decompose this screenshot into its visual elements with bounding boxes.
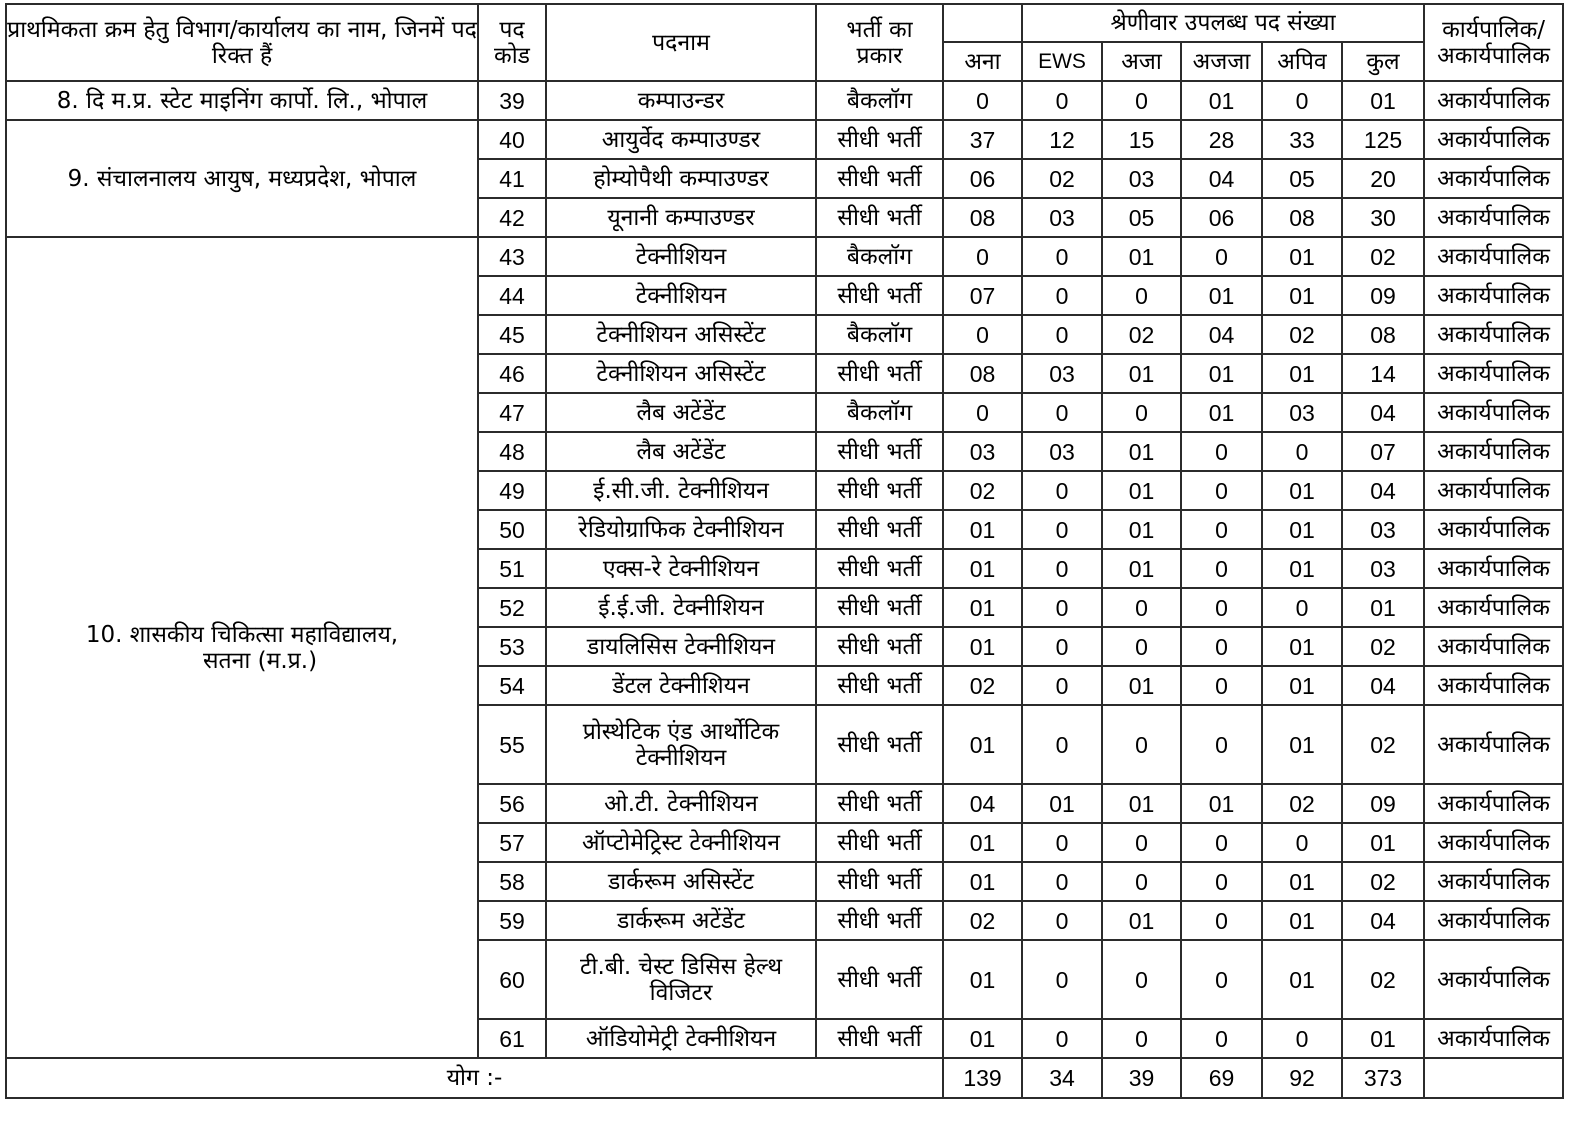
count-kul-cell: 09 — [1342, 784, 1424, 823]
count-aja-cell: 01 — [1102, 901, 1181, 940]
count-ana-cell: 04 — [943, 784, 1022, 823]
count-ews-cell: 0 — [1022, 471, 1102, 510]
count-aja-cell: 01 — [1102, 237, 1181, 276]
count-ews-cell: 02 — [1022, 159, 1102, 198]
post-code-cell: 54 — [478, 666, 546, 705]
post-name-cell: टी.बी. चेस्ट डिसिस हेल्थ विजिटर — [546, 940, 816, 1019]
count-ajja-cell: 0 — [1181, 901, 1262, 940]
header-post: पदनाम — [546, 4, 816, 81]
count-apiv-cell: 03 — [1262, 393, 1342, 432]
count-kul-cell: 09 — [1342, 276, 1424, 315]
post-code-cell: 42 — [478, 198, 546, 237]
post-name-cell: ऑडियोमेट्री टेक्नीशियन — [546, 1019, 816, 1058]
count-ews-cell: 03 — [1022, 432, 1102, 471]
count-ana-cell: 03 — [943, 432, 1022, 471]
count-apiv-cell: 0 — [1262, 588, 1342, 627]
count-kul-cell: 01 — [1342, 81, 1424, 120]
count-ajja-cell: 01 — [1181, 354, 1262, 393]
total-kul-cell: 373 — [1342, 1058, 1424, 1098]
count-apiv-cell: 02 — [1262, 315, 1342, 354]
count-ews-cell: 0 — [1022, 588, 1102, 627]
count-apiv-cell: 01 — [1262, 237, 1342, 276]
count-ews-cell: 0 — [1022, 549, 1102, 588]
count-kul-cell: 04 — [1342, 901, 1424, 940]
total-label: योग :- — [6, 1058, 943, 1098]
status-cell: अकार्यपालिक — [1424, 862, 1563, 901]
count-ews-cell: 0 — [1022, 315, 1102, 354]
status-cell: अकार्यपालिक — [1424, 159, 1563, 198]
recruitment-type-cell: सीधी भर्ती — [816, 627, 943, 666]
recruitment-type-cell: सीधी भर्ती — [816, 784, 943, 823]
count-ana-cell: 01 — [943, 862, 1022, 901]
count-apiv-cell: 01 — [1262, 666, 1342, 705]
count-apiv-cell: 01 — [1262, 862, 1342, 901]
recruitment-type-cell: सीधी भर्ती — [816, 159, 943, 198]
count-kul-cell: 01 — [1342, 1019, 1424, 1058]
count-kul-cell: 02 — [1342, 862, 1424, 901]
count-ajja-cell: 01 — [1181, 393, 1262, 432]
count-kul-cell: 02 — [1342, 237, 1424, 276]
vacancy-table — [5, 3, 1564, 1099]
header-ana: अना — [943, 42, 1022, 81]
count-ajja-cell: 0 — [1181, 627, 1262, 666]
count-aja-cell: 0 — [1102, 393, 1181, 432]
count-ajja-cell: 0 — [1181, 1019, 1262, 1058]
header-aja: अजा — [1102, 42, 1181, 81]
post-name-cell: होम्योपैथी कम्पाउण्डर — [546, 159, 816, 198]
post-code-cell: 40 — [478, 120, 546, 159]
recruitment-type-cell: सीधी भर्ती — [816, 1019, 943, 1058]
post-code-cell: 61 — [478, 1019, 546, 1058]
count-apiv-cell: 08 — [1262, 198, 1342, 237]
recruitment-type-cell: सीधी भर्ती — [816, 705, 943, 784]
post-name-cell: लैब अटेंडेंट — [546, 432, 816, 471]
total-status-cell — [1424, 1058, 1563, 1098]
post-code-cell: 43 — [478, 237, 546, 276]
post-name-cell: ऑप्टोमेट्रिस्ट टेक्नीशियन — [546, 823, 816, 862]
count-ajja-cell: 0 — [1181, 705, 1262, 784]
count-ana-cell: 0 — [943, 393, 1022, 432]
post-code-cell: 39 — [478, 81, 546, 120]
count-aja-cell: 05 — [1102, 198, 1181, 237]
count-apiv-cell: 05 — [1262, 159, 1342, 198]
post-code-cell: 55 — [478, 705, 546, 784]
post-code-cell: 58 — [478, 862, 546, 901]
count-apiv-cell: 33 — [1262, 120, 1342, 159]
count-ana-cell: 08 — [943, 198, 1022, 237]
count-ajja-cell: 28 — [1181, 120, 1262, 159]
header-code: पद कोड — [478, 4, 546, 81]
count-aja-cell: 01 — [1102, 666, 1181, 705]
recruitment-type-cell: सीधी भर्ती — [816, 276, 943, 315]
count-aja-cell: 02 — [1102, 315, 1181, 354]
count-aja-cell: 0 — [1102, 705, 1181, 784]
count-ana-cell: 01 — [943, 627, 1022, 666]
status-cell: अकार्यपालिक — [1424, 705, 1563, 784]
count-ews-cell: 0 — [1022, 81, 1102, 120]
count-apiv-cell: 01 — [1262, 627, 1342, 666]
table-row — [6, 81, 1563, 120]
count-ajja-cell: 06 — [1181, 198, 1262, 237]
recruitment-type-cell: सीधी भर्ती — [816, 862, 943, 901]
count-aja-cell: 01 — [1102, 784, 1181, 823]
count-kul-cell: 20 — [1342, 159, 1424, 198]
count-ana-cell: 01 — [943, 1019, 1022, 1058]
count-ews-cell: 0 — [1022, 627, 1102, 666]
count-ews-cell: 0 — [1022, 901, 1102, 940]
count-ajja-cell: 0 — [1181, 432, 1262, 471]
count-ajja-cell: 0 — [1181, 549, 1262, 588]
recruitment-type-cell: सीधी भर्ती — [816, 198, 943, 237]
count-ajja-cell: 0 — [1181, 471, 1262, 510]
status-cell: अकार्यपालिक — [1424, 354, 1563, 393]
recruitment-type-cell: सीधी भर्ती — [816, 120, 943, 159]
status-cell: अकार्यपालिक — [1424, 276, 1563, 315]
count-kul-cell: 07 — [1342, 432, 1424, 471]
count-ana-cell: 01 — [943, 940, 1022, 1019]
post-code-cell: 57 — [478, 823, 546, 862]
count-kul-cell: 02 — [1342, 940, 1424, 1019]
count-ana-cell: 07 — [943, 276, 1022, 315]
count-aja-cell: 0 — [1102, 276, 1181, 315]
status-cell: अकार्यपालिक — [1424, 393, 1563, 432]
count-ana-cell: 08 — [943, 354, 1022, 393]
count-aja-cell: 0 — [1102, 81, 1181, 120]
count-kul-cell: 04 — [1342, 666, 1424, 705]
count-kul-cell: 04 — [1342, 393, 1424, 432]
count-aja-cell: 01 — [1102, 432, 1181, 471]
header-ews: EWS — [1022, 42, 1102, 81]
count-apiv-cell: 01 — [1262, 705, 1342, 784]
post-name-cell: ई.ई.जी. टेक्नीशियन — [546, 588, 816, 627]
post-code-cell: 48 — [478, 432, 546, 471]
count-ajja-cell: 01 — [1181, 276, 1262, 315]
count-aja-cell: 01 — [1102, 354, 1181, 393]
count-apiv-cell: 0 — [1262, 81, 1342, 120]
count-kul-cell: 08 — [1342, 315, 1424, 354]
count-kul-cell: 02 — [1342, 705, 1424, 784]
count-ajja-cell: 0 — [1181, 237, 1262, 276]
count-apiv-cell: 01 — [1262, 901, 1342, 940]
post-code-cell: 46 — [478, 354, 546, 393]
count-kul-cell: 14 — [1342, 354, 1424, 393]
count-ana-cell: 37 — [943, 120, 1022, 159]
post-name-cell: डेंटल टेक्नीशियन — [546, 666, 816, 705]
count-aja-cell: 0 — [1102, 1019, 1181, 1058]
recruitment-type-cell: बैकलॉग — [816, 393, 943, 432]
post-name-cell: प्रोस्थेटिक एंड आर्थोटिक टेक्नीशियन — [546, 705, 816, 784]
count-aja-cell: 15 — [1102, 120, 1181, 159]
recruitment-type-cell: बैकलॉग — [816, 237, 943, 276]
count-ews-cell: 0 — [1022, 666, 1102, 705]
count-kul-cell: 01 — [1342, 823, 1424, 862]
count-ews-cell: 12 — [1022, 120, 1102, 159]
post-code-cell: 47 — [478, 393, 546, 432]
post-name-cell: डार्करूम अटेंडेंट — [546, 901, 816, 940]
count-aja-cell: 0 — [1102, 627, 1181, 666]
status-cell: अकार्यपालिक — [1424, 198, 1563, 237]
post-code-cell: 52 — [478, 588, 546, 627]
header-status: कार्यपालिक/ अकार्यपालिक — [1424, 4, 1563, 81]
count-ews-cell: 0 — [1022, 276, 1102, 315]
post-name-cell: डायलिसिस टेक्नीशियन — [546, 627, 816, 666]
count-ana-cell: 0 — [943, 237, 1022, 276]
org-name-cell: 9. संचालनालय आयुष, मध्यप्रदेश, भोपाल — [6, 120, 478, 237]
status-cell: अकार्यपालिक — [1424, 1019, 1563, 1058]
count-kul-cell: 04 — [1342, 471, 1424, 510]
count-ana-cell: 02 — [943, 901, 1022, 940]
count-aja-cell: 0 — [1102, 823, 1181, 862]
count-apiv-cell: 01 — [1262, 276, 1342, 315]
count-aja-cell: 01 — [1102, 510, 1181, 549]
header-kul: कुल — [1342, 42, 1424, 81]
status-cell: अकार्यपालिक — [1424, 432, 1563, 471]
post-code-cell: 53 — [478, 627, 546, 666]
count-ajja-cell: 01 — [1181, 784, 1262, 823]
count-kul-cell: 30 — [1342, 198, 1424, 237]
count-ews-cell: 01 — [1022, 784, 1102, 823]
count-ews-cell: 0 — [1022, 510, 1102, 549]
recruitment-type-cell: सीधी भर्ती — [816, 471, 943, 510]
post-name-cell: टेक्नीशियन असिस्टेंट — [546, 315, 816, 354]
table-body — [6, 81, 1563, 1098]
count-aja-cell: 0 — [1102, 940, 1181, 1019]
count-ajja-cell: 0 — [1181, 588, 1262, 627]
count-ews-cell: 03 — [1022, 198, 1102, 237]
count-ews-cell: 0 — [1022, 940, 1102, 1019]
recruitment-type-cell: सीधी भर्ती — [816, 549, 943, 588]
recruitment-type-cell: बैकलॉग — [816, 315, 943, 354]
header-ajja: अजजा — [1181, 42, 1262, 81]
count-ana-cell: 0 — [943, 81, 1022, 120]
post-code-cell: 41 — [478, 159, 546, 198]
post-code-cell: 59 — [478, 901, 546, 940]
org-name-cell: 8. दि म.प्र. स्टेट माइनिंग कार्पो. लि., भोपाल — [6, 81, 478, 120]
count-kul-cell: 03 — [1342, 510, 1424, 549]
count-apiv-cell: 01 — [1262, 471, 1342, 510]
count-ajja-cell: 0 — [1181, 510, 1262, 549]
total-ajja-cell: 69 — [1181, 1058, 1262, 1098]
count-ana-cell: 01 — [943, 705, 1022, 784]
count-ana-cell: 01 — [943, 549, 1022, 588]
recruitment-type-cell: सीधी भर्ती — [816, 510, 943, 549]
status-cell: अकार्यपालिक — [1424, 315, 1563, 354]
count-apiv-cell: 01 — [1262, 549, 1342, 588]
count-aja-cell: 03 — [1102, 159, 1181, 198]
count-ajja-cell: 0 — [1181, 823, 1262, 862]
recruitment-type-cell: सीधी भर्ती — [816, 354, 943, 393]
recruitment-type-cell: सीधी भर्ती — [816, 432, 943, 471]
total-row — [6, 1058, 1563, 1098]
status-cell: अकार्यपालिक — [1424, 784, 1563, 823]
status-cell: अकार्यपालिक — [1424, 549, 1563, 588]
post-name-cell: ई.सी.जी. टेक्नीशियन — [546, 471, 816, 510]
count-aja-cell: 0 — [1102, 862, 1181, 901]
count-ews-cell: 0 — [1022, 823, 1102, 862]
count-ana-cell: 01 — [943, 588, 1022, 627]
count-aja-cell: 01 — [1102, 471, 1181, 510]
count-ana-cell: 06 — [943, 159, 1022, 198]
count-apiv-cell: 0 — [1262, 823, 1342, 862]
total-ana-cell: 139 — [943, 1058, 1022, 1098]
org-name-line2: सतना (म.प्र.) — [202, 647, 318, 674]
status-cell: अकार्यपालिक — [1424, 81, 1563, 120]
header-type: भर्ती का प्रकार — [816, 4, 943, 81]
status-cell: अकार्यपालिक — [1424, 666, 1563, 705]
status-cell: अकार्यपालिक — [1424, 510, 1563, 549]
recruitment-type-cell: सीधी भर्ती — [816, 901, 943, 940]
count-apiv-cell: 02 — [1262, 784, 1342, 823]
count-ana-cell: 02 — [943, 471, 1022, 510]
post-name-cell: डार्करूम असिस्टेंट — [546, 862, 816, 901]
total-ews-cell: 34 — [1022, 1058, 1102, 1098]
count-ajja-cell: 0 — [1181, 666, 1262, 705]
status-cell: अकार्यपालिक — [1424, 901, 1563, 940]
post-name-cell: टेक्नीशियन — [546, 276, 816, 315]
total-apiv-cell: 92 — [1262, 1058, 1342, 1098]
count-apiv-cell: 01 — [1262, 510, 1342, 549]
recruitment-type-cell: सीधी भर्ती — [816, 588, 943, 627]
header-apiv: अपिव — [1262, 42, 1342, 81]
count-ews-cell: 0 — [1022, 705, 1102, 784]
count-ews-cell: 0 — [1022, 862, 1102, 901]
count-aja-cell: 0 — [1102, 588, 1181, 627]
count-ews-cell: 0 — [1022, 237, 1102, 276]
post-name-cell: कम्पाउन्डर — [546, 81, 816, 120]
post-name-cell: टेक्नीशियन — [546, 237, 816, 276]
count-apiv-cell: 0 — [1262, 1019, 1342, 1058]
status-cell: अकार्यपालिक — [1424, 627, 1563, 666]
count-ajja-cell: 0 — [1181, 940, 1262, 1019]
header-org: प्राथमिकता क्रम हेतु विभाग/कार्यालय का नाम, जिनमें पद रिक्त हैं — [6, 4, 478, 81]
count-kul-cell: 03 — [1342, 549, 1424, 588]
count-ews-cell: 0 — [1022, 393, 1102, 432]
post-code-cell: 45 — [478, 315, 546, 354]
post-name-cell: यूनानी कम्पाउण्डर — [546, 198, 816, 237]
count-ajja-cell: 04 — [1181, 315, 1262, 354]
status-cell: अकार्यपालिक — [1424, 471, 1563, 510]
status-cell: अकार्यपालिक — [1424, 120, 1563, 159]
count-apiv-cell: 01 — [1262, 354, 1342, 393]
org-name-cell — [6, 237, 478, 1058]
post-name-cell: आयुर्वेद कम्पाउण्डर — [546, 120, 816, 159]
post-code-cell: 51 — [478, 549, 546, 588]
org-name-line1: 10. शासकीय चिकित्सा महाविद्यालय, — [85, 621, 399, 648]
count-ews-cell: 03 — [1022, 354, 1102, 393]
count-ajja-cell: 04 — [1181, 159, 1262, 198]
post-code-cell: 49 — [478, 471, 546, 510]
table-row — [6, 120, 1563, 159]
post-name-cell: लैब अटेंडेंट — [546, 393, 816, 432]
post-name-cell: टेक्नीशियन असिस्टेंट — [546, 354, 816, 393]
post-name-cell: रेडियोग्राफिक टेक्नीशियन — [546, 510, 816, 549]
count-ajja-cell: 0 — [1181, 862, 1262, 901]
post-code-cell: 44 — [478, 276, 546, 315]
status-cell: अकार्यपालिक — [1424, 940, 1563, 1019]
count-ana-cell: 0 — [943, 315, 1022, 354]
count-ana-cell: 01 — [943, 510, 1022, 549]
header-blank-ana — [943, 4, 1022, 42]
status-cell: अकार्यपालिक — [1424, 237, 1563, 276]
count-kul-cell: 125 — [1342, 120, 1424, 159]
post-code-cell: 56 — [478, 784, 546, 823]
count-ana-cell: 02 — [943, 666, 1022, 705]
count-kul-cell: 02 — [1342, 627, 1424, 666]
post-code-cell: 60 — [478, 940, 546, 1019]
status-cell: अकार्यपालिक — [1424, 588, 1563, 627]
count-ajja-cell: 01 — [1181, 81, 1262, 120]
count-apiv-cell: 0 — [1262, 432, 1342, 471]
header-category-group: श्रेणीवार उपलब्ध पद संख्या — [1022, 4, 1424, 42]
recruitment-type-cell: सीधी भर्ती — [816, 823, 943, 862]
count-ews-cell: 0 — [1022, 1019, 1102, 1058]
recruitment-type-cell: सीधी भर्ती — [816, 666, 943, 705]
post-code-cell: 50 — [478, 510, 546, 549]
status-cell: अकार्यपालिक — [1424, 823, 1563, 862]
count-ana-cell: 01 — [943, 823, 1022, 862]
post-name-cell: ओ.टी. टेक्नीशियन — [546, 784, 816, 823]
recruitment-type-cell: सीधी भर्ती — [816, 940, 943, 1019]
count-aja-cell: 01 — [1102, 549, 1181, 588]
recruitment-type-cell: बैकलॉग — [816, 81, 943, 120]
post-name-cell: एक्स-रे टेक्नीशियन — [546, 549, 816, 588]
count-apiv-cell: 01 — [1262, 940, 1342, 1019]
count-kul-cell: 01 — [1342, 588, 1424, 627]
total-aja-cell: 39 — [1102, 1058, 1181, 1098]
table-row — [6, 237, 1563, 276]
